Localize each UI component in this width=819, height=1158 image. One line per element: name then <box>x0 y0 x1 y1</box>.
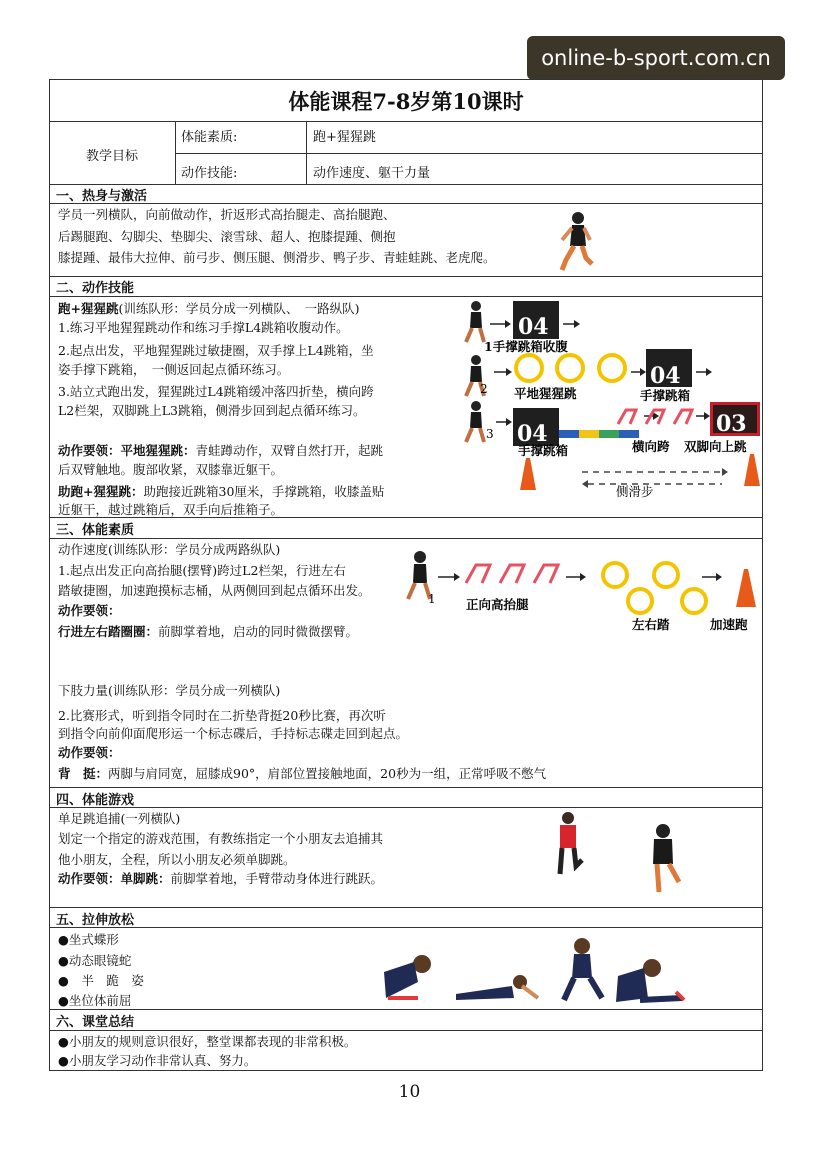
diagram-label: 横向跨 <box>632 439 670 454</box>
cone-icon <box>744 454 760 486</box>
page-title: 体能课程7-8岁第10课时 <box>288 89 524 114</box>
stretch-item: ●坐位体前屈 <box>58 993 132 1008</box>
diagram-number: 2 <box>480 382 488 396</box>
divider <box>49 787 763 788</box>
agility-ring <box>599 355 625 381</box>
divider <box>175 121 176 184</box>
skills-text: 2.起点出发，平地猩猩跳过敏捷圈，双手撑上L4跳箱，坐 <box>58 343 374 358</box>
diagram-label: 加速跑 <box>710 617 748 632</box>
child-figure <box>384 955 431 998</box>
diagram-number: 1 <box>428 592 436 606</box>
agility-ring <box>603 563 627 587</box>
hurdle <box>674 410 692 424</box>
skills-key: 近躯干，越过跳箱后，双手向后推箱子。 <box>58 502 284 517</box>
skills-intro <box>58 299 360 319</box>
fitness-key-bold: 背 挺： <box>58 766 109 781</box>
divider <box>306 121 307 184</box>
divider <box>49 296 763 297</box>
objective-key: 体能素质: <box>181 130 238 145</box>
skills-key-bold: 助跑+猩猩跳： <box>58 484 144 499</box>
skills-intro-rest: (训练队形：学员分成一列横队、 一路纵队) <box>118 301 360 316</box>
skills-diagram <box>460 298 762 516</box>
section-heading: 一、热身与激活 <box>56 189 148 204</box>
fitness-key <box>58 764 546 784</box>
stretch-photos <box>378 932 688 1006</box>
divider <box>49 1030 763 1031</box>
box-number: 04 <box>650 363 681 389</box>
summary-item: ●小朋友学习动作非常认真、努力。 <box>58 1053 257 1068</box>
runner-figure <box>408 551 430 599</box>
fitness-subtitle: 下肢力量(训练队形：学员分成一列横队) <box>58 683 281 698</box>
stretch-item: ● 半 跪 姿 <box>58 973 144 988</box>
skills-key <box>58 441 383 461</box>
fitness-key-bold: 行进左右踏圈圈： <box>58 624 159 639</box>
child-figure <box>616 959 684 1002</box>
diagram-label: 1手撑跳箱收腹 <box>484 339 568 354</box>
skills-text: 3.站立式跑出发，猩猩跳过L4跳箱缓冲落四折垫，横向跨 <box>58 384 374 399</box>
skills-key-bold: 动作要领：平地猩猩跳： <box>58 443 196 458</box>
divider <box>49 538 763 539</box>
fitness-key-rest: 前脚掌着地，启动的同时微微摆臂。 <box>158 624 359 639</box>
skills-text: 姿手撑下跳箱， 一侧返回起点循环练习。 <box>58 362 290 377</box>
fitness-text: 到指令向前仰面爬形运一个标志碟后，手持标志碟走回到起点。 <box>58 726 409 741</box>
diagram-label: 手撑跳箱 <box>518 443 569 458</box>
fitness-subtitle: 动作速度(训练队形：学员分成两路纵队) <box>58 542 281 557</box>
section-heading: 五、拉伸放松 <box>56 913 135 928</box>
divider <box>49 276 763 277</box>
section-heading: 六、课堂总结 <box>56 1015 135 1030</box>
skills-key: 后双臂触地。腹部收紧，双膝靠近躯干。 <box>58 462 284 477</box>
diagram-label: 双脚向上跳 <box>684 439 747 454</box>
child-figure <box>548 810 588 878</box>
game-text: 他小朋友，全程，所以小朋友必须单脚跳。 <box>58 852 296 867</box>
diagram-label: 正向高抬腿 <box>466 597 529 612</box>
hurdle <box>500 565 524 583</box>
divider <box>49 1009 763 1010</box>
game-text: 划定一个指定的游戏范围，有教练指定一个小朋友去追捕其 <box>58 831 384 846</box>
game-subtitle: 单足跳追捕(一列横队) <box>58 811 181 826</box>
skills-intro-bold: 跑+猩猩跳 <box>58 301 119 316</box>
fitness-text: 1.起点出发正向高抬腿(摆臂)跨过L2栏架，行进左右 <box>58 563 346 578</box>
runner-figure <box>466 301 484 342</box>
divider <box>49 203 763 204</box>
divider <box>49 907 763 908</box>
skills-key-rest: 青蛙蹲动作，双臂自然打开，起跳 <box>195 443 384 458</box>
box-number: 04 <box>517 421 548 447</box>
hurdle <box>466 565 490 583</box>
child-figure <box>645 822 687 896</box>
watermark-badge: online-b-sport.com.cn <box>527 36 785 80</box>
hurdle <box>534 565 558 583</box>
diagram-number: 3 <box>486 427 494 441</box>
divider <box>49 184 763 185</box>
divider <box>49 807 763 808</box>
skills-text: L2栏架，双脚跳上L3跳箱，侧滑步回到起点循环练习。 <box>58 403 366 418</box>
speed-diagram <box>404 549 762 635</box>
diagram-label: 手撑跳箱 <box>640 388 691 403</box>
warmup-text: 后踢腿跑、勾脚尖、垫脚尖、滚雪球、超人、抱膝提踵、侧抱 <box>58 229 396 244</box>
agility-ring <box>682 589 706 613</box>
stretch-item: ●动态眼镜蛇 <box>58 953 132 968</box>
section-heading: 四、体能游戏 <box>56 793 135 808</box>
box-number: 03 <box>716 411 747 437</box>
child-figure <box>456 975 538 1000</box>
diagram-label: 侧滑步 <box>616 484 654 499</box>
skills-key-rest: 助跑接近跳箱30厘米，手撑跳箱，收膝盖贴 <box>143 484 385 499</box>
warmup-text: 膝提踵、最伟大拉伸、前弓步、侧压腿、侧滑步、鸭子步、青蛙蛙跳、老虎爬。 <box>58 250 496 265</box>
folding-mat <box>619 430 639 438</box>
divider <box>175 153 763 154</box>
fitness-key-label: 动作要领： <box>58 745 121 760</box>
objectives-label: 教学目标 <box>85 149 138 164</box>
divider <box>49 927 763 928</box>
section-heading: 三、体能素质 <box>56 523 135 538</box>
child-figure <box>564 938 602 1000</box>
folding-mat <box>559 430 579 438</box>
box-number: 04 <box>518 314 549 340</box>
diagram-label: 平地猩猩跳 <box>514 386 577 401</box>
game-key-rest: 前脚掌着地，手臂带动身体进行跳跃。 <box>170 871 384 886</box>
objective-key: 动作技能: <box>181 166 238 181</box>
objective-value: 跑+猩猩跳 <box>313 130 376 145</box>
agility-ring <box>516 355 542 381</box>
cone-icon <box>520 458 536 490</box>
game-key <box>58 869 383 889</box>
agility-ring <box>557 355 583 381</box>
runner-figure <box>466 401 484 442</box>
fitness-key <box>58 622 358 642</box>
fitness-key-rest: 两脚与肩同宽，屈膝成90°，肩部位置接触地面，20秒为一组，正常呼吸不憋气 <box>108 766 547 781</box>
hurdle <box>618 410 636 424</box>
objective-value: 动作速度、躯干力量 <box>313 166 431 181</box>
fitness-text: 踏敏捷圈，加速跑摸标志桶，从两侧回到起点循环出发。 <box>58 583 371 598</box>
page-number: 10 <box>398 1082 421 1102</box>
skills-key <box>58 482 384 502</box>
fitness-text: 2.比赛形式，听到指令同时在二折垫背挺20秒比赛，再次听 <box>58 708 386 723</box>
agility-ring <box>628 589 652 613</box>
folding-mat <box>599 430 619 438</box>
agility-ring <box>654 563 678 587</box>
fitness-key-label: 动作要领： <box>58 603 121 618</box>
stretch-item: ●坐式蝶形 <box>58 932 119 947</box>
runner-figure <box>556 210 596 274</box>
section-heading: 二、动作技能 <box>56 281 135 296</box>
diagram-label: 左右踏 <box>632 617 670 632</box>
summary-item: ●小朋友的规则意识很好，整堂课都表现的非常积极。 <box>58 1034 357 1049</box>
divider <box>49 121 763 122</box>
skills-text: 1.练习平地猩猩跳动作和练习手撑L4跳箱收腹动作。 <box>58 320 349 335</box>
warmup-text: 学员一列横队，向前做动作，折返形式高抬腿走、高抬腿跑、 <box>58 207 396 222</box>
folding-mat <box>579 430 599 438</box>
cone-icon <box>736 569 756 607</box>
game-key-bold: 动作要领：单脚跳： <box>58 871 171 886</box>
